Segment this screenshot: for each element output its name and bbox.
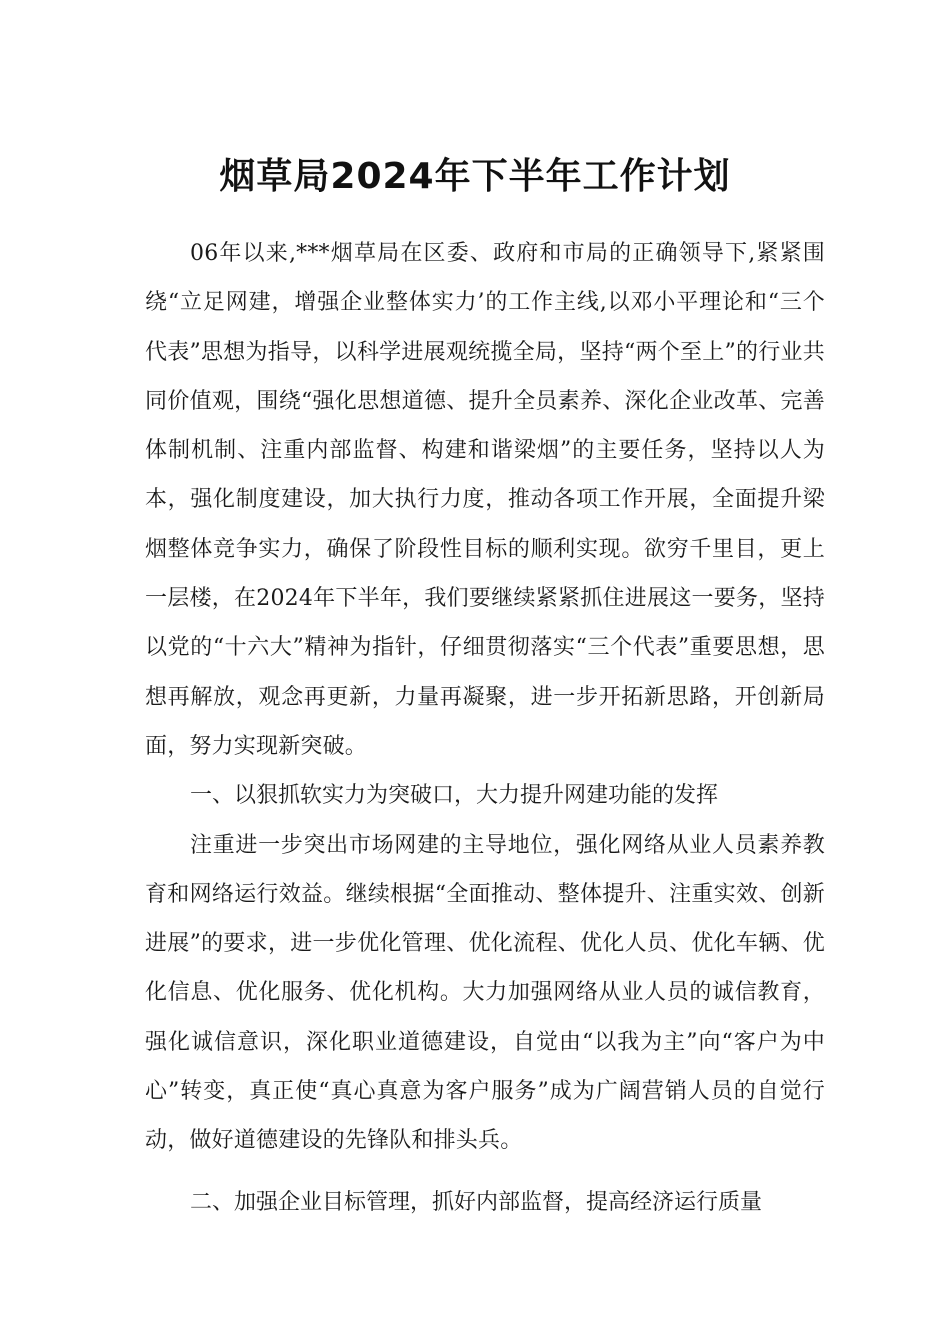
intro-paragraph: 06年以来,***烟草局在区委、政府和市局的正确领导下,紧紧围绕“立足网建，增强企业整体实力’的工作主线,以邓小平理论和“三个代表”思想为指导，以科学进展观统揽全局，坚持“两个至上”的行业共同价值观，围绕“强化思想道德、提升全员素养、深化企业改革、完善体制机制、注重内部监督、构建和谐梁烟”的主要任务，坚持以人为本，强化制度建设，加大执行力度，推动各项工作开展，全面提升梁烟整体竞争实力，确保了阶段性目标的顺利实现。欲穷千里目，更上一层楼，在2024年下半年，我们要继续紧紧抓住进展这一要务，坚持以党的“十六大”精神为指针，仔细贯彻落实“三个代表”重要思想，思想再解放，观念再更新，力量再凝聚，进一步开拓新思路，开创新局面，努力实现新突破。	[145, 241, 825, 759]
document-body	[145, 229, 825, 1227]
section-1-heading: 一、以狠抓软实力为突破口，大力提升网建功能的发挥	[190, 783, 719, 809]
section-1-paragraph: 注重进一步突出市场网建的主导地位，强化网络从业人员素养教育和网络运行效益。继续根据“全面推动、整体提升、注重实效、创新进展”的要求，进一步优化管理、优化流程、优化人员、优化车辆、优化信息、优化服务、优化机构。大力加强网络从业人员的诚信教育，强化诚信意识，深化职业道德建设，自觉由“以我为主”向“客户为中心”转变，真正使“真心真意为客户服务”成为广阔营销人员的自觉行动，做好道德建设的先锋队和排头兵。	[145, 832, 825, 1154]
document-title: 烟草局2024年下半年工作计划	[219, 156, 731, 198]
section-2-heading: 二、加强企业目标管理，抓好内部监督，提高经济运行质量	[190, 1189, 763, 1215]
